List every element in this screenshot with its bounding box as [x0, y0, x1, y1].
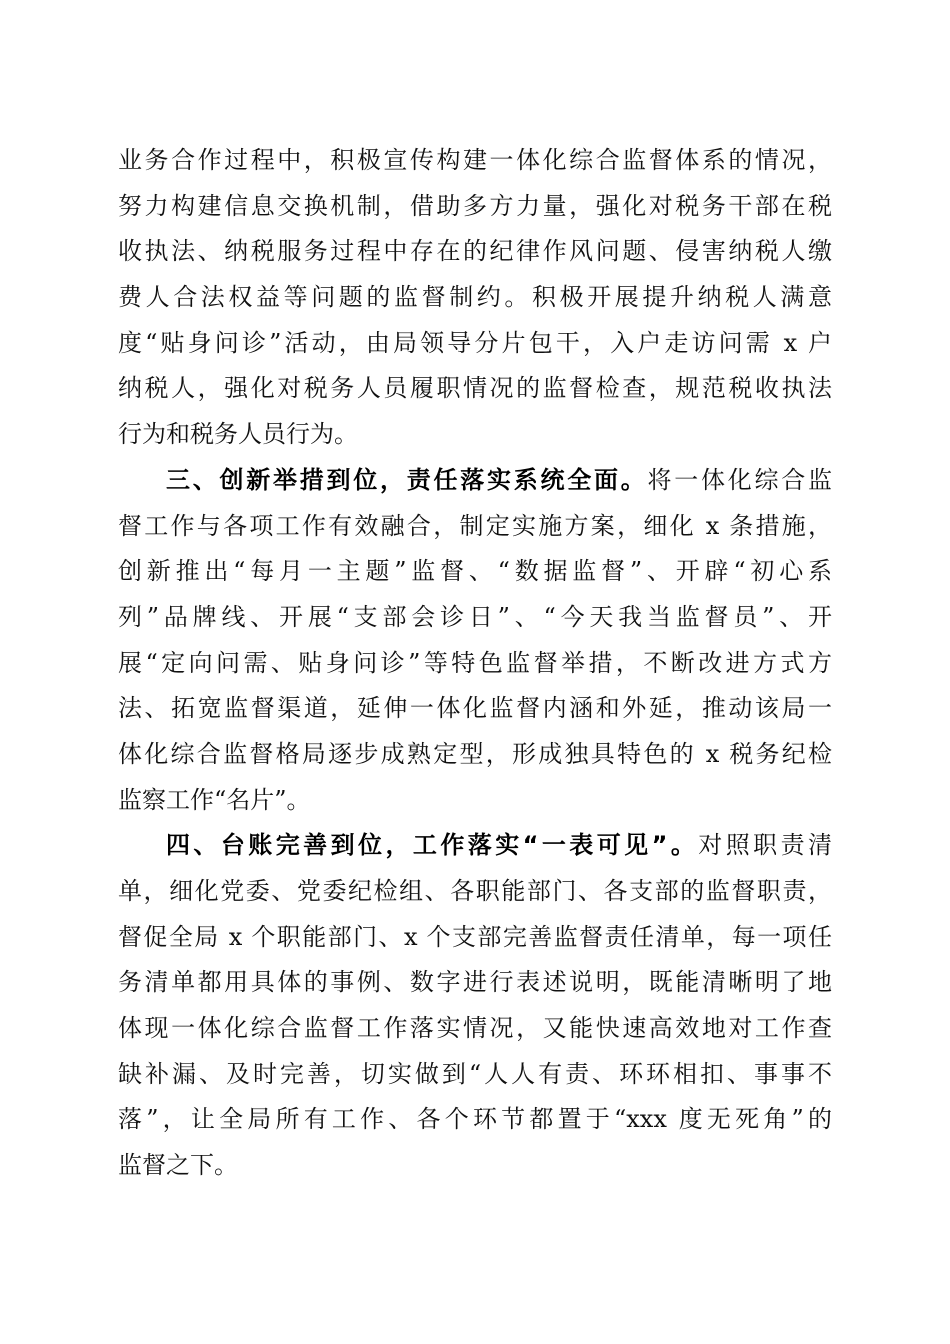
text-line: 费人合法权益等问题的监督制约。积极开展提升纳税人满意 [118, 283, 832, 312]
text-line: 缺补漏、及时完善，切实做到“人人有责、环环相扣、事事不 [118, 1059, 832, 1088]
section-3-first-line-text: 将一体化综合监 [647, 465, 832, 494]
text-line: 创新推出“每月一主题”监督、“数据监督”、开辟“初心系 [118, 557, 832, 586]
text-line: 收执法、纳税服务过程中存在的纪律作风问题、侵害纳税人缴 [118, 237, 832, 266]
section-4-first-line-text: 对照职责清 [698, 831, 832, 860]
text-line: 展“定向问需、贴身问诊”等特色监督举措，不断改进方式方 [118, 648, 832, 677]
text-line: 法、拓宽监督渠道，延伸一体化监督内涵和外延，推动该局一 [118, 694, 832, 723]
text-line: 纳税人，强化对税务人员履职情况的监督检查，规范税收执法 [118, 374, 832, 403]
text-line: 业务合作过程中，积极宣传构建一体化综合监督体系的情况， [118, 146, 832, 174]
section-4-first-line [118, 823, 832, 869]
text-line: 单，细化党委、党委纪检组、各职能部门、各支部的监督职责， [118, 877, 832, 905]
document-body [118, 138, 832, 1189]
text-line: 体现一体化综合监督工作落实情况，又能快速高效地对工作查 [118, 1014, 832, 1043]
section-3-heading: 三、创新举措到位，责任落实系统全面。 [166, 465, 648, 494]
text-line: 务清单都用具体的事例、数字进行表述说明，既能清晰明了地 [118, 968, 832, 997]
section-4-paragraph [118, 823, 832, 1189]
text-line: 落”，让全局所有工作、各个环节都置于“xxx 度无死角”的 [118, 1105, 832, 1134]
section-3-paragraph [118, 458, 832, 824]
text-line: 监督之下。 [118, 1151, 238, 1180]
text-line: 努力构建信息交换机制，借助多方力量，强化对税务干部在税 [118, 191, 832, 220]
section-4-heading: 四、台账完善到位，工作落实“一表可见”。 [166, 831, 699, 860]
text-line: 列”品牌线、开展“支部会诊日”、“今天我当监督员”、开 [118, 602, 832, 631]
text-line: 体化综合监督格局逐步成熟定型，形成独具特色的 x 税务纪检 [118, 739, 832, 768]
paragraph-1 [118, 138, 832, 458]
section-3-first-line [118, 458, 832, 504]
text-line: 督工作与各项工作有效融合，制定实施方案，细化 x 条措施， [118, 511, 832, 540]
text-line: 监察工作“名片”。 [118, 785, 311, 814]
text-line: 行为和税务人员行为。 [118, 420, 358, 449]
text-line: 度“贴身问诊”活动，由局领导分片包干，入户走访问需 x 户 [118, 328, 832, 357]
text-line: 督促全局 x 个职能部门、x 个支部完善监督责任清单，每一项任 [118, 922, 832, 951]
